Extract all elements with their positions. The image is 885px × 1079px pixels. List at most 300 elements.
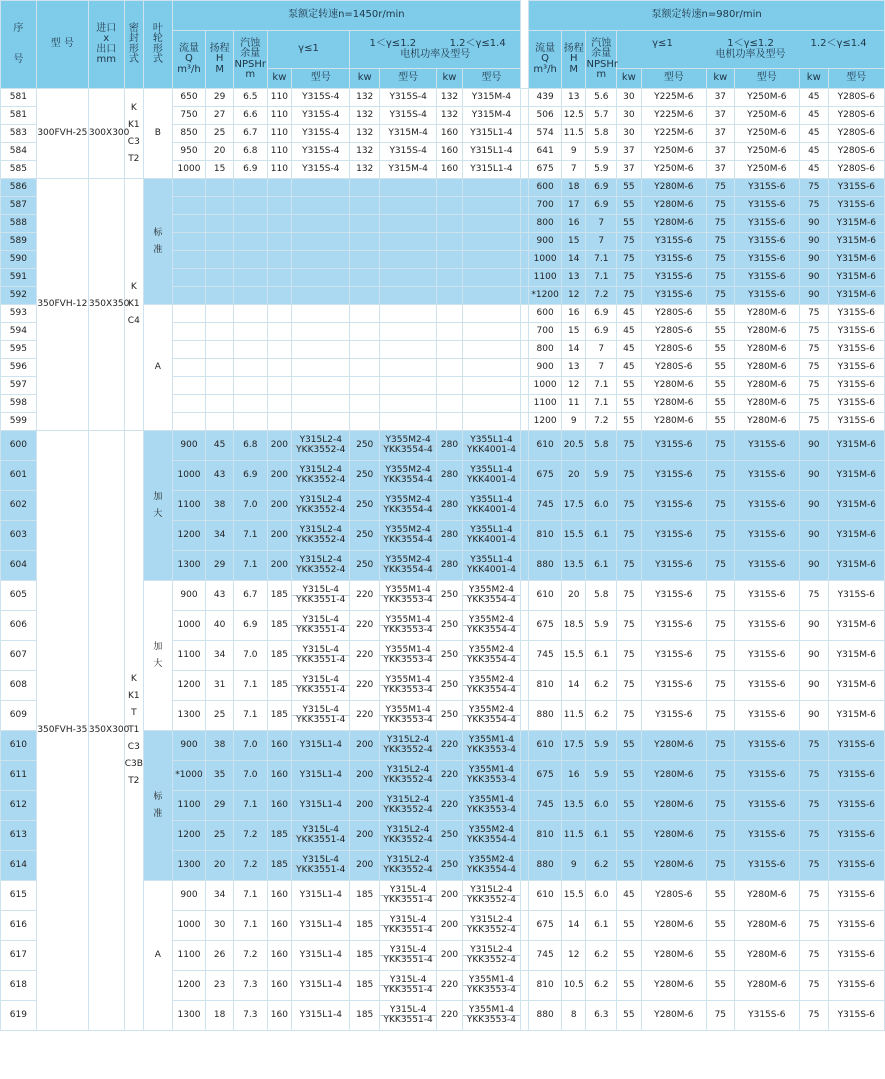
power-g2-1450: 200 [350,821,380,851]
power-g3-980: 75 [799,911,828,941]
power-g2-980: 55 [707,881,735,911]
motor-model-line: YKK3554-4 [463,865,520,875]
impeller-type-char: 准 [153,244,163,255]
motor-g3-980: Y280S-6 [828,125,884,143]
header-motor-model: 型号 [641,69,706,89]
flow-980: 700 [529,197,562,215]
motor-g2-980: Y315S-6 [734,551,799,581]
motor-g3-1450 [462,551,520,581]
motor-model-line: YKK3553-4 [463,985,520,995]
motor-g3-980: Y315S-6 [828,581,884,611]
pump-inout-size: 350X300 [88,431,124,1031]
column-gap [521,413,529,431]
power-g3-1450: 280 [437,491,463,521]
head-980: 11.5 [561,125,586,143]
motor-g2-980: Y280M-6 [734,377,799,395]
motor-g3-1450 [462,1001,520,1031]
power-g1-980: 75 [617,701,642,731]
motor-g3-1450 [462,359,520,377]
motor-model-line: YKK3554-4 [463,835,520,845]
motor-g2-1450 [380,731,437,761]
motor-g1-980: Y315S-6 [641,251,706,269]
power-g2-1450: 185 [350,881,380,911]
flow-980: 700 [529,323,562,341]
motor-g2-980: Y280M-6 [734,341,799,359]
head-1450 [206,251,234,269]
motor-model-line: YKK3552-4 [292,475,349,485]
head-1450 [206,215,234,233]
motor-model-line: YKK3551-4 [292,655,349,665]
motor-g2-980: Y315S-6 [734,287,799,305]
power-g2-1450 [350,359,380,377]
head-1450: 38 [206,731,234,761]
motor-model-line: YKK3553-4 [463,775,520,785]
motor-g2-1450 [380,413,437,431]
power-g2-980: 75 [707,287,735,305]
motor-g3-1450 [462,251,520,269]
npsh-980: 5.7 [586,107,617,125]
motor-model-line: Y315L2-4 [386,824,430,835]
power-g3-1450: 250 [437,701,463,731]
seal-type: C3 [127,136,140,147]
flow-1450 [172,233,206,251]
head-980: 9 [561,851,586,881]
motor-model-line: Y315L-4 [302,584,340,595]
motor-g1-1450 [292,161,350,179]
flow-980: 1100 [529,395,562,413]
power-g3-1450: 220 [437,1001,463,1031]
head-980: 17 [561,197,586,215]
power-g1-1450: 110 [267,89,292,107]
column-gap [521,125,529,143]
column-gap [521,215,529,233]
power-g3-1450: 132 [437,107,463,125]
power-g3-1450: 160 [437,161,463,179]
motor-g1-980: Y280M-6 [641,179,706,197]
flow-1450 [172,341,206,359]
npsh-980: 7.1 [586,395,617,413]
power-g2-1450: 132 [350,89,380,107]
column-gap [521,611,529,641]
npsh-980: 6.1 [586,551,617,581]
power-g2-1450 [350,233,380,251]
motor-model-line: Y315S-4 [389,91,427,102]
motor-model-line: Y355L1-4 [470,434,513,445]
head-980: 11.5 [561,701,586,731]
motor-g3-1450 [462,125,520,143]
motor-model-line: Y355M2-4 [385,524,431,535]
motor-g3-980: Y315S-6 [828,971,884,1001]
npsh-1450 [233,215,267,233]
power-g3-980: 75 [799,971,828,1001]
column-gap [521,431,529,461]
head-1450 [206,197,234,215]
motor-g3-980: Y280S-6 [828,89,884,107]
seal-type: K [130,674,137,684]
motor-g3-1450 [462,941,520,971]
flow-980: 675 [529,761,562,791]
motor-g1-980: Y250M-6 [641,161,706,179]
head-1450 [206,179,234,197]
column-gap [521,1001,529,1031]
motor-g2-980: Y315S-6 [734,269,799,287]
motor-g1-1450 [292,491,350,521]
flow-1450: 1200 [172,521,206,551]
header-impeller-type: 叶 轮 形 式 [144,1,173,89]
motor-model-line: Y315L1-4 [299,919,342,930]
seal-type: K1 [127,691,140,701]
flow-1450: 1100 [172,791,206,821]
power-g2-980: 55 [707,305,735,323]
motor-g3-1450 [462,305,520,323]
motor-g1-980: Y280M-6 [641,1001,706,1031]
power-g2-1450: 200 [350,791,380,821]
motor-model-line: YKK3554-4 [380,565,436,575]
npsh-980: 5.8 [586,581,617,611]
motor-g3-980: Y315S-6 [828,413,884,431]
motor-g2-1450 [380,581,437,611]
npsh-1450: 6.6 [233,107,267,125]
motor-g2-1450 [380,233,437,251]
motor-g2-1450 [380,971,437,1001]
power-g2-980: 75 [707,1001,735,1031]
flow-1450: 900 [172,731,206,761]
motor-g3-1450 [462,971,520,1001]
power-g3-980: 75 [799,821,828,851]
motor-g3-980: Y315S-6 [828,941,884,971]
power-g1-1450 [267,305,292,323]
motor-model-line: Y315L2-4 [299,554,342,565]
motor-g3-980: Y315S-6 [828,179,884,197]
flow-980: 880 [529,851,562,881]
npsh-980: 6.3 [586,1001,617,1031]
motor-g2-1450 [380,89,437,107]
motor-g3-1450 [462,521,520,551]
power-g1-1450: 200 [267,431,292,461]
flow-980: 600 [529,305,562,323]
power-g2-1450: 200 [350,731,380,761]
motor-g3-1450 [462,143,520,161]
motor-model-line: Y355M2-4 [385,494,431,505]
seal-type: K1 [127,119,140,130]
head-1450: 23 [206,971,234,1001]
header-motor-model: 型号 [734,69,799,89]
motor-g3-1450 [462,431,520,461]
motor-g2-980: Y250M-6 [734,89,799,107]
power-g1-1450: 110 [267,125,292,143]
motor-model-line: Y355L1-4 [470,464,513,475]
flow-1450: 900 [172,431,206,461]
motor-g3-1450 [462,413,520,431]
row-seq: 581 [1,89,37,107]
power-g1-980: 55 [617,179,642,197]
power-g1-980: 55 [617,791,642,821]
power-g2-1450: 200 [350,851,380,881]
power-g2-980: 55 [707,323,735,341]
row-seq: 609 [1,701,37,731]
row-seq: 598 [1,395,37,413]
power-g1-980: 55 [617,395,642,413]
motor-model-line: Y315S-4 [389,109,427,120]
impeller-type [144,731,173,881]
power-g1-1450: 200 [267,461,292,491]
head-980: 13 [561,359,586,377]
motor-g1-1450 [292,215,350,233]
motor-g3-980: Y315S-6 [828,377,884,395]
power-g3-1450: 200 [437,941,463,971]
column-gap [521,731,529,761]
power-g2-1450: 250 [350,431,380,461]
flow-1450 [172,377,206,395]
motor-model-line: Y315L-4 [389,1004,427,1015]
power-g2-980: 75 [707,581,735,611]
flow-980: 574 [529,125,562,143]
flow-1450 [172,215,206,233]
power-g2-980: 75 [707,791,735,821]
power-g1-1450 [267,269,292,287]
motor-g1-980: Y280S-6 [641,359,706,377]
npsh-1450: 7.1 [233,881,267,911]
motor-model-line: YKK3552-4 [292,445,349,455]
head-1450: 20 [206,851,234,881]
power-g3-980: 75 [799,305,828,323]
motor-g2-980: Y315S-6 [734,179,799,197]
motor-g1-980: Y280M-6 [641,377,706,395]
power-g1-980: 55 [617,851,642,881]
flow-1450: 1200 [172,671,206,701]
table-body [1,89,885,1031]
npsh-1450: 7.1 [233,671,267,701]
header-kw: kw [707,69,735,89]
power-g1-1450 [267,251,292,269]
motor-g1-1450 [292,179,350,197]
flow-1450: 650 [172,89,206,107]
motor-g2-980: Y315S-6 [734,461,799,491]
column-gap [521,233,529,251]
npsh-1450 [233,323,267,341]
power-g2-980: 75 [707,251,735,269]
row-seq: 611 [1,761,37,791]
npsh-980: 7 [586,359,617,377]
head-1450: 26 [206,941,234,971]
motor-g1-1450 [292,701,350,731]
power-g1-980: 45 [617,881,642,911]
head-980: 11.5 [561,821,586,851]
motor-g1-1450 [292,881,350,911]
power-g1-980: 55 [617,821,642,851]
power-g2-1450: 250 [350,521,380,551]
head-980: 15.5 [561,641,586,671]
motor-g2-1450 [380,215,437,233]
column-gap [521,881,529,911]
power-g2-1450: 200 [350,761,380,791]
column-gap [521,161,529,179]
pump-model: 350FVH-35 [36,431,88,1031]
header-motor-model: 型号 [380,69,437,89]
power-g1-1450 [267,359,292,377]
header-speed-980: 泵额定转速n=980r/min [529,1,885,31]
header-seq: 序 号 [1,1,37,89]
motor-model-line: Y355M2-4 [468,704,514,715]
motor-g2-1450 [380,521,437,551]
motor-g3-980: Y315M-6 [828,701,884,731]
flow-1450: 1000 [172,161,206,179]
motor-g3-980: Y315M-6 [828,215,884,233]
column-gap [521,377,529,395]
motor-model-line: YKK3552-4 [380,865,436,875]
flow-1450 [172,251,206,269]
head-980: 15 [561,233,586,251]
power-g1-980: 45 [617,341,642,359]
header-inout: 进口 x 出口 mm [88,1,124,89]
head-1450: 18 [206,1001,234,1031]
motor-model-line: YKK3554-4 [380,535,436,545]
motor-g2-980: Y315S-6 [734,791,799,821]
motor-g3-980: Y315M-6 [828,641,884,671]
flow-980: 610 [529,431,562,461]
motor-model-line: Y315M-4 [388,163,428,174]
row-seq: 600 [1,431,37,461]
motor-model-line: YKK3551-4 [292,715,349,725]
npsh-980: 7 [586,233,617,251]
row-seq: 588 [1,215,37,233]
power-g3-1450 [437,251,463,269]
power-g1-1450: 185 [267,821,292,851]
motor-g2-980: Y315S-6 [734,671,799,701]
row-seq: 596 [1,359,37,377]
motor-g1-980: Y280S-6 [641,341,706,359]
motor-g1-1450 [292,341,350,359]
motor-model-line: YKK4001-4 [463,535,520,545]
motor-g3-980: Y315M-6 [828,671,884,701]
npsh-980: 6.1 [586,821,617,851]
head-980: 20 [561,581,586,611]
power-g2-980: 75 [707,821,735,851]
motor-model-line: Y315L1-4 [299,799,342,810]
npsh-980: 5.9 [586,731,617,761]
head-1450: 43 [206,461,234,491]
motor-g2-980: Y315S-6 [734,761,799,791]
power-g2-1450: 220 [350,641,380,671]
motor-g3-980: Y315M-6 [828,287,884,305]
motor-g2-1450 [380,305,437,323]
row-seq: 585 [1,161,37,179]
motor-g3-1450 [462,821,520,851]
motor-g3-980: Y315S-6 [828,197,884,215]
row-seq: 618 [1,971,37,1001]
row-seq: 602 [1,491,37,521]
flow-1450: 1200 [172,821,206,851]
flow-1450 [172,287,206,305]
power-g2-1450: 132 [350,107,380,125]
motor-g3-980: Y315M-6 [828,611,884,641]
motor-model-line: YKK3554-4 [463,685,520,695]
motor-g1-1450 [292,611,350,641]
motor-model-line: Y315L1-4 [470,127,513,138]
motor-model-line: Y315M-4 [388,127,428,138]
npsh-980: 7 [586,215,617,233]
power-g1-1450: 160 [267,911,292,941]
power-g2-1450 [350,323,380,341]
npsh-1450 [233,377,267,395]
motor-g2-1450 [380,1001,437,1031]
row-seq: 610 [1,731,37,761]
npsh-980: 6.9 [586,305,617,323]
motor-model-line: Y315L-4 [302,614,340,625]
flow-980: *1200 [529,287,562,305]
motor-g3-1450 [462,671,520,701]
motor-model-line: YKK3554-4 [380,475,436,485]
row-seq: 590 [1,251,37,269]
power-g3-980: 45 [799,89,828,107]
head-1450 [206,359,234,377]
seal-type: C4 [127,316,140,326]
motor-model-line: YKK3553-4 [463,1015,520,1025]
motor-g1-980: Y280M-6 [641,791,706,821]
motor-model-line: Y315L-4 [389,974,427,985]
table-row [1,89,885,107]
motor-g2-1450 [380,251,437,269]
motor-g1-1450 [292,197,350,215]
motor-model-line: Y315L-4 [302,704,340,715]
power-g1-980: 75 [617,641,642,671]
power-g3-1450: 200 [437,881,463,911]
npsh-980: 6.2 [586,941,617,971]
motor-g2-980: Y280M-6 [734,881,799,911]
npsh-1450 [233,269,267,287]
flow-1450: 1300 [172,1001,206,1031]
motor-model-line: Y355M2-4 [385,464,431,475]
motor-model-line: YKK3552-4 [292,535,349,545]
header-kw: kw [437,69,463,89]
row-seq: 589 [1,233,37,251]
flow-980: 810 [529,821,562,851]
motor-model-line: Y315L2-4 [299,434,342,445]
power-g3-980: 75 [799,413,828,431]
motor-g2-1450 [380,911,437,941]
power-g3-980: 45 [799,161,828,179]
motor-model-line: Y315L1-4 [299,949,342,960]
head-980: 14 [561,671,586,701]
motor-g3-1450 [462,851,520,881]
power-g2-1450: 185 [350,941,380,971]
column-gap [521,971,529,1001]
motor-g2-980: Y315S-6 [734,1001,799,1031]
motor-model-line: Y355M2-4 [468,644,514,655]
column-gap [521,89,529,107]
motor-model-line: YKK3551-4 [292,685,349,695]
motor-model-line: Y315L-4 [302,824,340,835]
header-npsh-980: 汽蚀 余量 NPSHr m [586,31,617,89]
motor-g3-1450 [462,701,520,731]
power-g3-1450 [437,233,463,251]
pump-inout-size: 350X350 [88,179,124,431]
head-980: 10.5 [561,971,586,1001]
power-g3-1450 [437,413,463,431]
row-seq: 591 [1,269,37,287]
motor-model-line: Y355M1-4 [385,614,431,625]
motor-g3-1450 [462,731,520,761]
npsh-1450: 7.1 [233,701,267,731]
power-g2-980: 55 [707,911,735,941]
power-g3-980: 90 [799,233,828,251]
motor-g3-1450 [462,179,520,197]
power-g1-1450: 185 [267,851,292,881]
motor-g3-980: Y315S-6 [828,881,884,911]
motor-model-line: YKK3552-4 [380,835,436,845]
flow-980: 800 [529,341,562,359]
seal-types [124,431,143,1031]
